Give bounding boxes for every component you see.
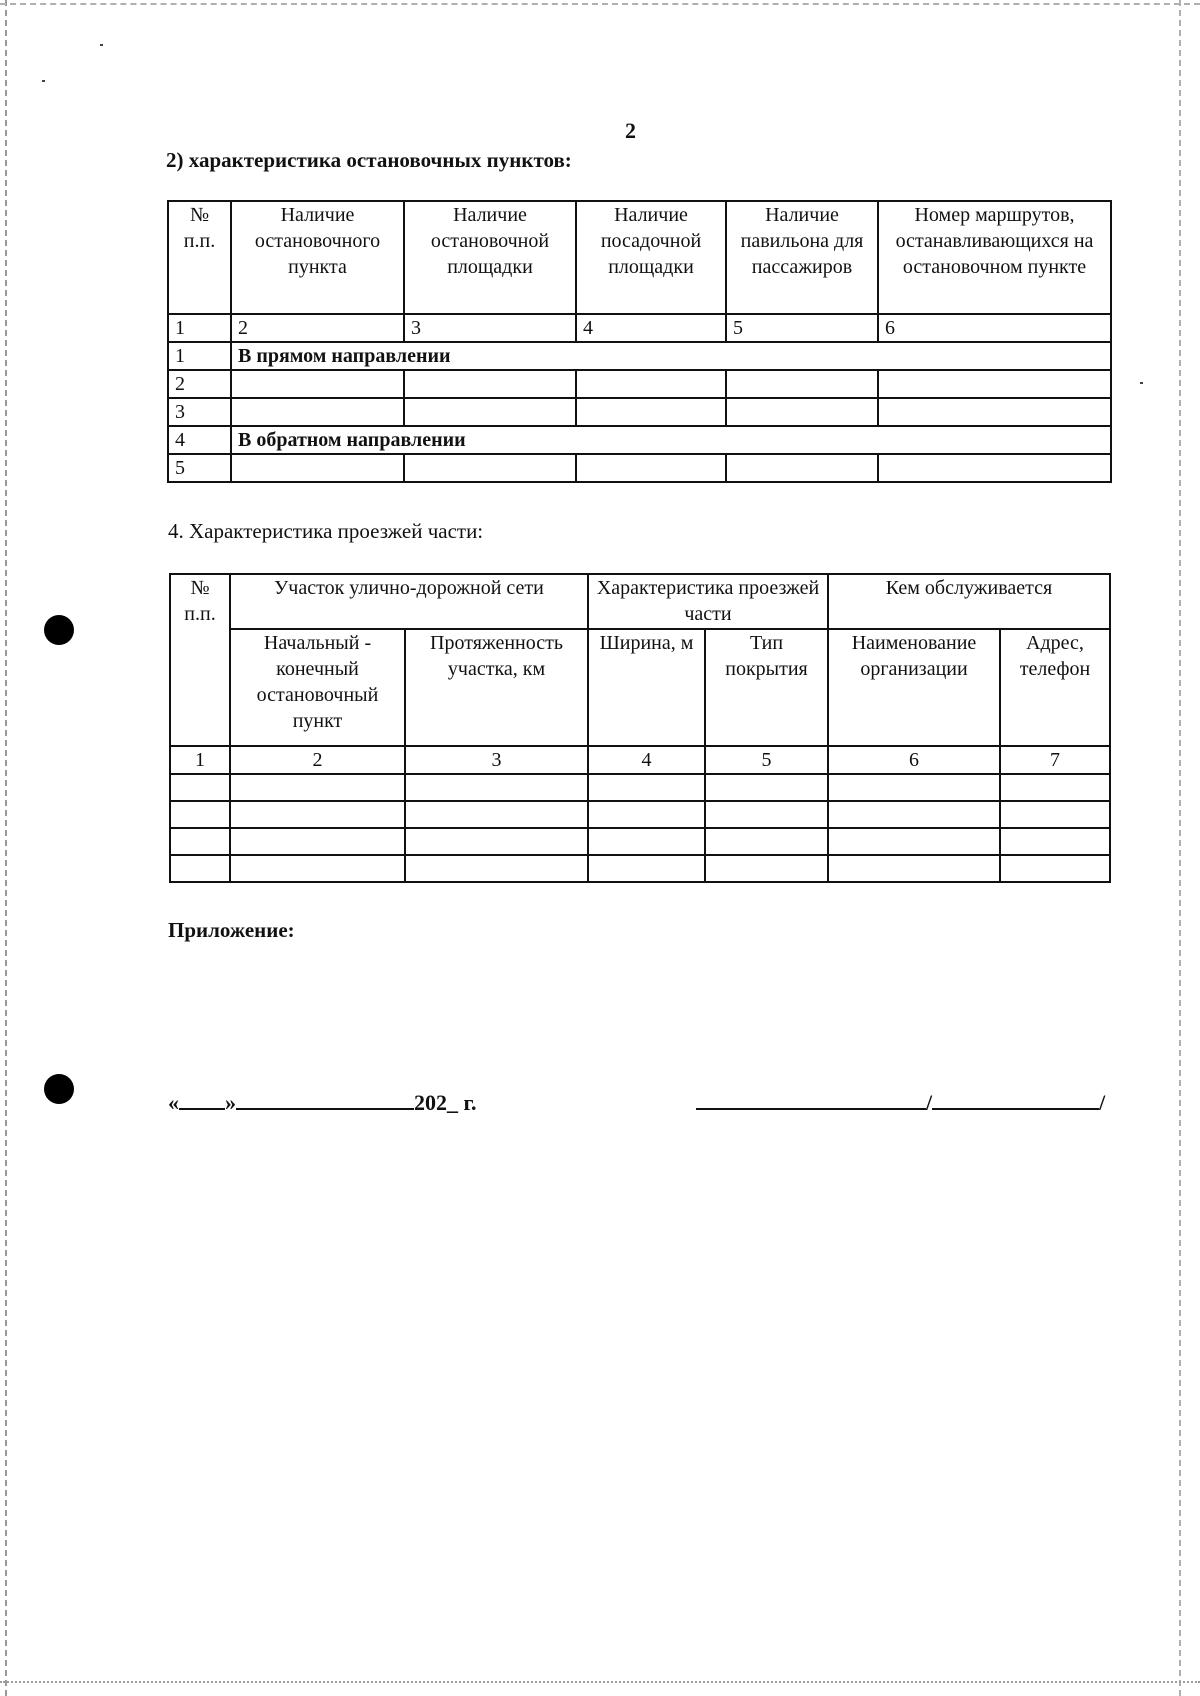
column-number: 1 — [170, 746, 230, 774]
column-number: 5 — [705, 746, 828, 774]
table-row — [170, 774, 1110, 801]
row-number: 3 — [168, 398, 231, 426]
table-cell — [828, 828, 1000, 855]
appendix-label: Приложение: — [168, 918, 295, 942]
table-row — [170, 855, 1110, 882]
table-row — [168, 426, 1111, 454]
table-cell — [828, 774, 1000, 801]
signature-separator: / — [926, 1090, 933, 1115]
stops-col-header: Наличие посадочной площадки — [576, 201, 726, 314]
table-cell — [878, 454, 1111, 482]
stops-col-header: Наличие остановочной площадки — [404, 201, 576, 314]
name-separator: / — [1099, 1090, 1106, 1115]
scan-speck — [1140, 382, 1143, 384]
table-row — [170, 828, 1110, 855]
table-cell — [405, 828, 588, 855]
roadway-num-header: № п.п. — [170, 574, 230, 746]
stops-col-header: № п.п. — [168, 201, 231, 314]
stops-section-heading: 2) характеристика остановочных пунктов: — [166, 148, 572, 172]
direction-label-forward: В прямом направлении — [231, 342, 1111, 370]
table-cell — [828, 801, 1000, 828]
table-cell — [878, 370, 1111, 398]
date-year: 202_ г. — [414, 1090, 477, 1115]
table-cell — [588, 801, 705, 828]
sub-header: Ширина, м — [588, 629, 705, 746]
column-number: 4 — [576, 314, 726, 342]
page-number: 2 — [625, 118, 636, 143]
table-cell — [405, 774, 588, 801]
scan-speck — [42, 80, 45, 82]
day-blank — [179, 1088, 225, 1110]
table-cell — [588, 855, 705, 882]
roadway-column-numbers — [170, 746, 1110, 774]
page-edge-right — [1179, 0, 1182, 1696]
column-number: 2 — [231, 314, 404, 342]
table-cell — [726, 454, 878, 482]
month-blank — [236, 1088, 414, 1110]
punch-hole-top — [44, 615, 74, 645]
table-cell — [588, 774, 705, 801]
sub-header: Тип покрытия — [705, 629, 828, 746]
sub-header: Адрес, телефон — [1000, 629, 1110, 746]
stops-column-numbers — [168, 314, 1111, 342]
table-cell — [170, 828, 230, 855]
table-cell — [1000, 855, 1110, 882]
table-row — [168, 342, 1111, 370]
direction-label-reverse: В обратном направлении — [231, 426, 1111, 454]
column-number: 5 — [726, 314, 878, 342]
table-cell — [726, 370, 878, 398]
date-line — [168, 1088, 477, 1116]
stops-col-header: Номер маршрутов, останавливающихся на остановочном пункте — [878, 201, 1111, 314]
table-cell — [404, 370, 576, 398]
table-cell — [170, 801, 230, 828]
table-cell — [405, 801, 588, 828]
signature-line — [696, 1088, 1105, 1116]
table-cell — [705, 828, 828, 855]
table-cell — [404, 454, 576, 482]
table-cell — [588, 828, 705, 855]
table-cell — [404, 398, 576, 426]
table-cell — [231, 454, 404, 482]
page-edge-top — [0, 3, 1200, 6]
table-cell — [1000, 801, 1110, 828]
table-row — [168, 454, 1111, 482]
sub-header: Наименование организации — [828, 629, 1000, 746]
row-number: 5 — [168, 454, 231, 482]
table-cell — [231, 370, 404, 398]
stops-col-header: Наличие остановочного пункта — [231, 201, 404, 314]
column-number: 2 — [230, 746, 405, 774]
roadway-table-header — [170, 574, 1110, 629]
date-open-quote: « — [168, 1090, 179, 1115]
column-number: 6 — [878, 314, 1111, 342]
table-cell — [828, 855, 1000, 882]
table-row — [168, 370, 1111, 398]
column-number: 7 — [1000, 746, 1110, 774]
date-close-quote: » — [225, 1090, 236, 1115]
table-cell — [230, 828, 405, 855]
table-cell — [1000, 774, 1110, 801]
column-number: 4 — [588, 746, 705, 774]
table-cell — [405, 855, 588, 882]
row-number: 2 — [168, 370, 231, 398]
punch-hole-bottom — [44, 1074, 74, 1104]
roadway-table-subheader — [170, 629, 1110, 746]
sub-header: Протяженность участка, км — [405, 629, 588, 746]
table-cell — [230, 855, 405, 882]
table-row — [168, 398, 1111, 426]
page-edge-bottom — [0, 1681, 1200, 1684]
table-cell — [170, 774, 230, 801]
table-cell — [878, 398, 1111, 426]
group-header-street-section: Участок улично-дорожной сети — [230, 574, 588, 629]
row-number: 1 — [168, 342, 231, 370]
table-cell — [576, 454, 726, 482]
stops-table-header — [168, 201, 1111, 314]
stops-col-header: Наличие павильона для пассажиров — [726, 201, 878, 314]
column-number: 6 — [828, 746, 1000, 774]
group-header-roadway: Характеристика проезжей части — [588, 574, 828, 629]
signature-blank — [696, 1088, 926, 1110]
table-cell — [705, 774, 828, 801]
scan-speck — [100, 44, 103, 46]
column-number: 3 — [405, 746, 588, 774]
table-cell — [576, 398, 726, 426]
road-section-heading: 4. Характеристика проезжей части: — [168, 519, 484, 543]
roadway-table — [169, 573, 1111, 883]
table-cell — [231, 398, 404, 426]
table-row — [170, 801, 1110, 828]
table-cell — [230, 801, 405, 828]
name-blank — [932, 1088, 1099, 1110]
table-cell — [576, 370, 726, 398]
table-cell — [705, 801, 828, 828]
table-cell — [230, 774, 405, 801]
table-cell — [726, 398, 878, 426]
stops-table — [167, 200, 1112, 483]
page-edge-left — [5, 0, 8, 1696]
column-number: 3 — [404, 314, 576, 342]
table-cell — [1000, 828, 1110, 855]
column-number: 1 — [168, 314, 231, 342]
table-cell — [705, 855, 828, 882]
table-cell — [170, 855, 230, 882]
group-header-maintainer: Кем обслуживается — [828, 574, 1110, 629]
row-number: 4 — [168, 426, 231, 454]
sub-header: Начальный - конечный остановочный пункт — [230, 629, 405, 746]
